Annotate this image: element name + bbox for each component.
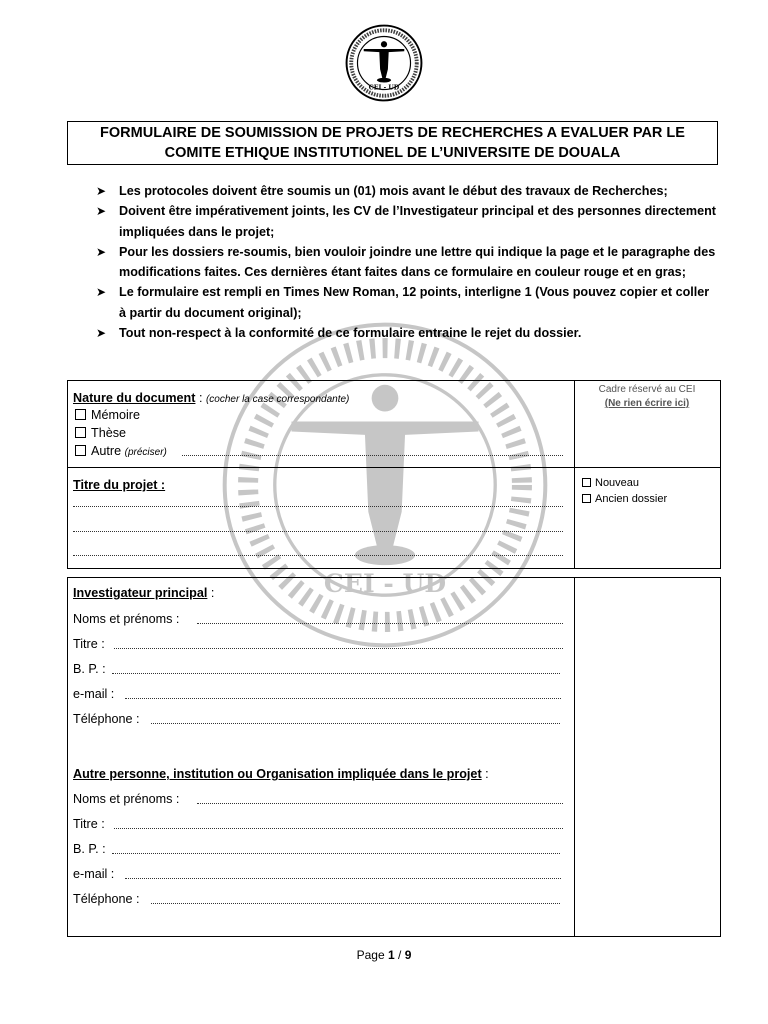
page-number: Page 1 / 9 (356, 948, 412, 962)
other-phone-label: Téléphone : (73, 892, 140, 906)
investigator-table (67, 577, 721, 937)
other-bp-field[interactable] (112, 852, 560, 854)
arrow-bullet-icon: ➤ (96, 285, 107, 300)
cei-ud-seal-icon (345, 24, 423, 102)
form-title-line-1: FORMULAIRE DE SOUMISSION DE PROJETS DE RECHERCHES A EVALUER PAR LE (100, 125, 685, 141)
checkbox-icon[interactable] (75, 445, 86, 456)
status-nouveau[interactable]: Nouveau (582, 475, 639, 491)
checkbox-icon[interactable] (75, 409, 86, 420)
inv-bp-field[interactable] (112, 672, 560, 674)
autre-fill-line[interactable] (182, 454, 563, 456)
arrow-bullet-icon: ➤ (96, 244, 107, 259)
form-title-line-2: COMITE ETHIQUE INSTITUTIONEL DE L’UNIVERSITE DE DOUALA (164, 145, 621, 161)
instruction-item: ➤ Le formulaire est rempli en Times New Roman, 12 points, interligne 1 (Vous pouvez copier et coller à partir du document original); (96, 282, 716, 323)
other-bp-label: B. P. : (73, 842, 106, 856)
inv-phone-field[interactable] (151, 722, 560, 724)
investigator-heading: Investigateur principal : (73, 586, 215, 600)
project-title-line-1[interactable] (73, 505, 563, 507)
inv-phone-label: Téléphone : (73, 712, 140, 726)
checkbox-icon[interactable] (582, 494, 591, 503)
checkbox-icon[interactable] (75, 427, 86, 438)
form-title (67, 121, 718, 165)
cei-reserved-area (578, 383, 716, 411)
other-name-field[interactable] (197, 802, 563, 804)
instruction-item: ➤ Doivent être impérativement joints, les CV de l’Investigateur principal et des personnes directement impliquées dans le projet; (96, 201, 716, 242)
instruction-item: ➤ Pour les dossiers re-soumis, bien vouloir joindre une lettre qui indique la page et le paragraphe des modifications faites. Ces dernières étant faites dans ce formulaire en couleur rouge et en gras; (96, 242, 716, 283)
arrow-bullet-icon: ➤ (96, 204, 107, 219)
inv-email-field[interactable] (125, 697, 561, 699)
option-autre[interactable]: Autre (préciser) (75, 443, 167, 461)
inv-title-field[interactable] (114, 647, 563, 649)
inv-name-label: Noms et prénoms : (73, 612, 180, 626)
arrow-bullet-icon: ➤ (96, 326, 107, 341)
other-party-heading: Autre personne, institution ou Organisation impliquée dans le projet : (73, 767, 489, 781)
checkbox-icon[interactable] (582, 478, 591, 487)
svg-text:CEI - UD: CEI - UD (323, 567, 447, 598)
other-email-label: e-mail : (73, 867, 115, 881)
instructions-list (96, 181, 716, 343)
option-these[interactable]: Thèse (75, 425, 126, 441)
inv-name-field[interactable] (197, 622, 563, 624)
project-title-label: Titre du projet : (73, 478, 166, 492)
instruction-item: ➤ Tout non-respect à la conformité de ce formulaire entraine le rejet du dossier. (96, 323, 716, 343)
inv-title-label: Titre : (73, 637, 105, 651)
project-title-line-2[interactable] (73, 530, 563, 532)
option-memoire[interactable]: Mémoire (75, 407, 140, 423)
instruction-item: ➤ Les protocoles doivent être soumis un (01) mois avant le début des travaux de Recherches; (96, 181, 716, 201)
status-ancien-dossier[interactable]: Ancien dossier (582, 491, 667, 507)
arrow-bullet-icon: ➤ (96, 184, 107, 198)
other-phone-field[interactable] (151, 902, 560, 904)
other-email-field[interactable] (125, 877, 561, 879)
cadre-title: Cadre réservé au CEI (598, 384, 696, 395)
cadre-note: (Ne rien écrire ici) (604, 398, 690, 409)
inv-email-label: e-mail : (73, 687, 115, 701)
inv-bp-label: B. P. : (73, 662, 106, 676)
nature-document-hint: (cocher la case correspondante) (205, 394, 350, 405)
nature-document-label: Nature du document : (cocher la case correspondante) (73, 391, 350, 405)
project-title-line-3[interactable] (73, 554, 563, 556)
other-title-field[interactable] (114, 827, 563, 829)
svg-text:CEI - UD: CEI - UD (368, 84, 400, 92)
other-name-label: Noms et prénoms : (73, 792, 180, 806)
other-title-label: Titre : (73, 817, 105, 831)
